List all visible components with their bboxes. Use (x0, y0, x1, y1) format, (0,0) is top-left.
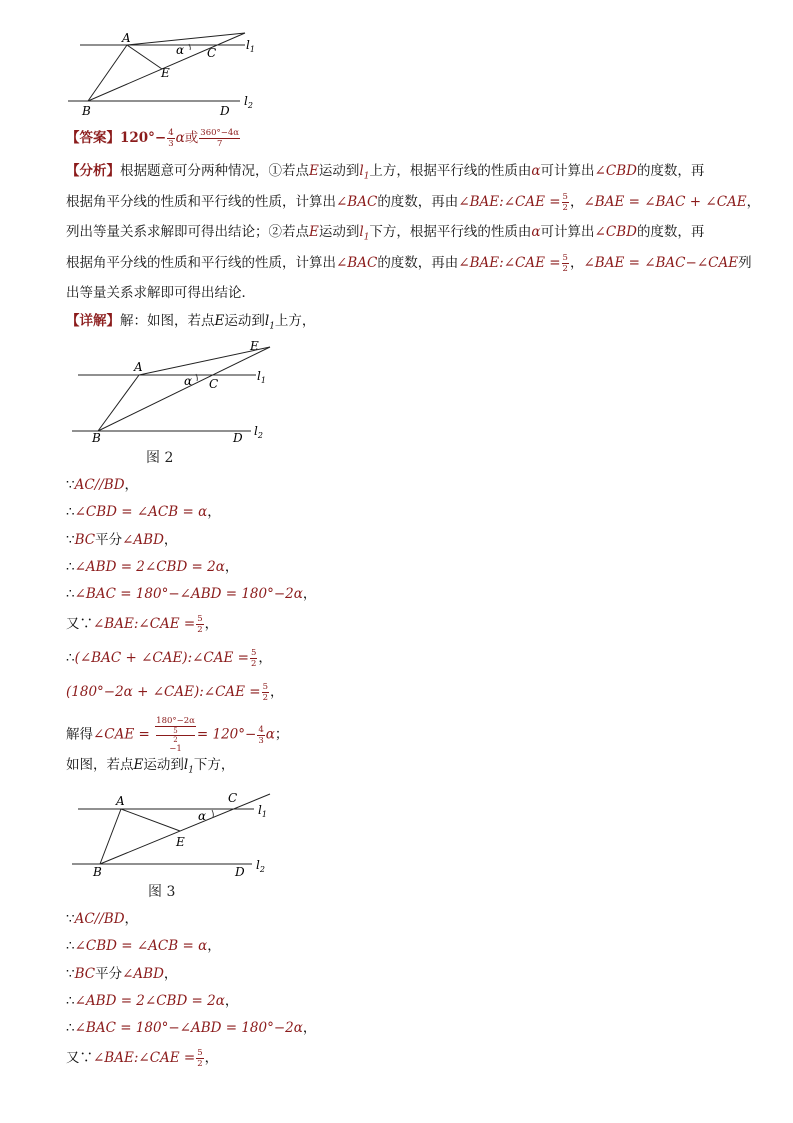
fig3-label-b: B (93, 865, 102, 879)
detail-intro: 【详解】解：如图，若点E运动到$l_1$上方， (66, 313, 316, 332)
answer-expr1-suffix: α (175, 130, 185, 146)
fig2-label-d: D (233, 431, 243, 445)
fig2-label-a: A (134, 360, 143, 374)
fig1-label-a: A (122, 31, 131, 45)
step1-4: ∴∠ABD = 2∠CBD = 2α， (66, 559, 239, 575)
fig2-label-l2: $l_2$ (254, 424, 263, 440)
fig3-label-e: E (176, 835, 185, 849)
figure-3-caption: 图 3 (148, 884, 176, 900)
figure-1 (60, 28, 270, 120)
step1-1: ∵AC//BD， (66, 477, 139, 493)
answer-tag: 【答案】 (66, 130, 120, 146)
step2-4: ∴∠ABD = 2∠CBD = 2α， (66, 993, 239, 1009)
step1-5: ∴∠BAC = 180°−∠ABD = 180°−2α， (66, 586, 317, 602)
fig3-label-c: C (228, 791, 238, 805)
fig1-label-l1: $l_1$ (246, 38, 255, 54)
figure-2-caption: 图 2 (146, 450, 174, 466)
analysis-line-5: 出等量关系求解即可得出结论． (66, 285, 255, 301)
fig1-label-l2: $l_2$ (244, 94, 253, 110)
fig2-label-b: B (92, 431, 101, 445)
analysis-line-4: 根据角平分线的性质和平行线的性质，计算出∠BAC的度数，再由∠BAE:∠CAE = $\frac{5}{2}$ ，∠BAE = ∠BAC−∠CAE列 (66, 253, 752, 274)
fig1-label-alpha: α (176, 43, 185, 57)
fig2-label-alpha: α (184, 374, 193, 388)
answer-frac1: $\frac{4}{3}$ (168, 128, 174, 149)
fig1-label-e: E (161, 66, 170, 80)
figure-3 (66, 788, 286, 903)
fig3-label-a: A (116, 794, 125, 808)
step-ratio-3: (180°−2α + ∠CAE):∠CAE = $\frac{5}{2}$ ， (66, 682, 284, 703)
step1-3: ∵BC平分∠ABD， (66, 532, 178, 548)
step1-2: ∴∠CBD = ∠ACB = α， (66, 504, 221, 520)
figure-2-diagram (66, 338, 286, 468)
step-ratio-2: ∴(∠BAC + ∠CAE):∠CAE = $\frac{5}{2}$ ， (66, 648, 272, 669)
analysis-tag: 【分析】 (66, 163, 120, 179)
analysis-line-1: 【分析】根据题意可分两种情况，①若点E运动到$l_1$上方，根据平行线的性质由α可计算出∠CBD的度数，再 (66, 163, 705, 182)
answer-line (66, 128, 241, 149)
fig1-label-d: D (220, 104, 230, 118)
figure-2 (66, 338, 286, 468)
fig1-label-b: B (82, 104, 91, 118)
fig3-label-l2: $l_2$ (256, 858, 265, 874)
fig3-label-l1: $l_1$ (258, 803, 267, 819)
step2-5: ∴∠BAC = 180°−∠ABD = 180°−2α， (66, 1020, 317, 1036)
analysis-line-2: 根据角平分线的性质和平行线的性质，计算出∠BAC的度数，再由∠BAE:∠CAE = $\frac{5}{2}$ ，∠BAE = ∠BAC + ∠CAE， (66, 192, 761, 213)
answer-expr1-prefix: 120°− (120, 130, 167, 146)
fig3-label-d: D (235, 865, 245, 879)
fig2-label-l1: $l_1$ (257, 369, 266, 385)
fig2-label-c: C (209, 377, 219, 391)
figure-1-diagram (60, 28, 270, 120)
detail-tag: 【详解】 (66, 313, 120, 329)
step-ratio-1: 又∵∠BAE:∠CAE = $\frac{5}{2}$ ， (66, 614, 219, 635)
fig2-label-e: E (250, 339, 259, 353)
step2-2: ∴∠CBD = ∠ACB = α， (66, 938, 221, 954)
step2-3: ∵BC平分∠ABD， (66, 966, 178, 982)
fig3-label-alpha: α (198, 809, 207, 823)
analysis-line-3: 列出等量关系求解即可得出结论；②若点E运动到$l_1$下方，根据平行线的性质由α可计算出∠CBD的度数，再 (66, 224, 705, 243)
fig1-label-c: C (207, 46, 217, 60)
answer-or: 或 (184, 130, 199, 146)
step2-1: ∵AC//BD， (66, 911, 139, 927)
step-solve: 解得∠CAE = 180°−2α 5 2 −1 = 120°− $\frac{4}{3}$ α； (66, 716, 289, 754)
step-ratio-4: 又∵∠BAE:∠CAE = $\frac{5}{2}$ ， (66, 1048, 219, 1069)
case2-intro: 如图，若点E运动到$l_1$下方， (66, 757, 235, 776)
figure-3-diagram (66, 788, 286, 903)
answer-frac2: $\frac{360^\circ-4\alpha}{7}$ (200, 128, 240, 149)
